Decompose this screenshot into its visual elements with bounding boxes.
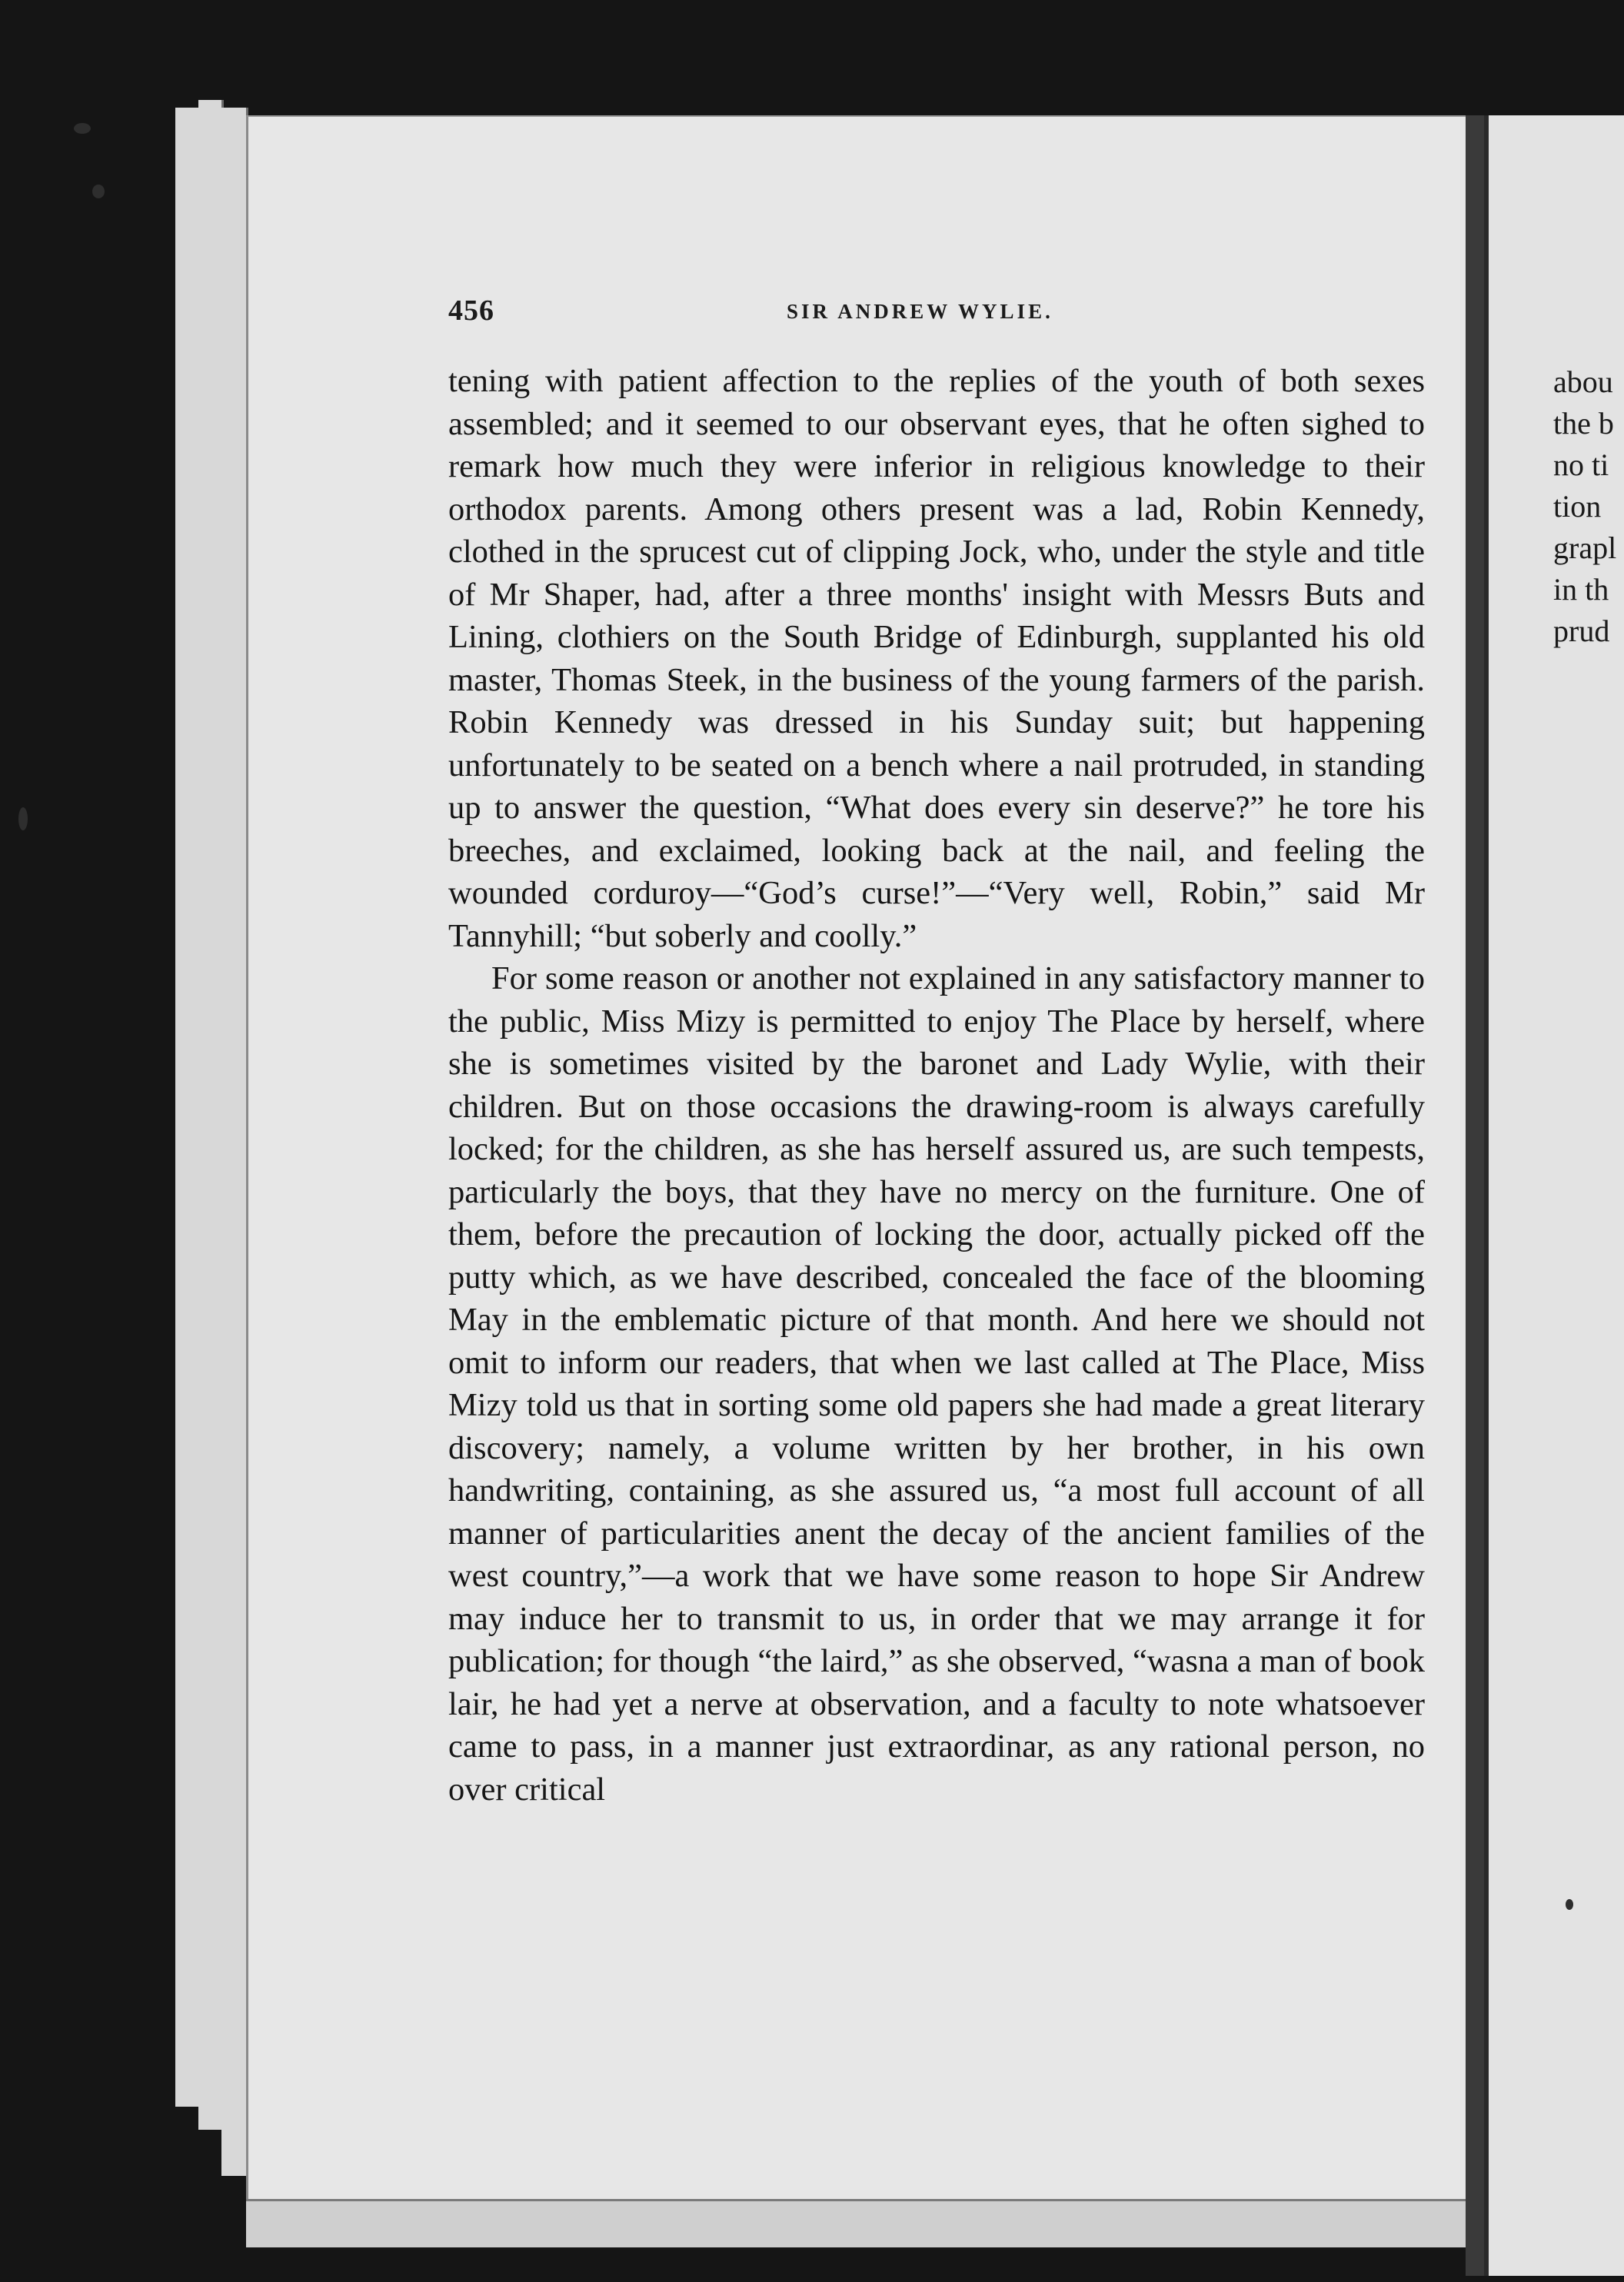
facing-line: abou xyxy=(1553,364,1613,399)
body-text xyxy=(448,360,1425,1811)
dust-speck xyxy=(1566,1899,1573,1910)
book-title-header: SIR ANDREW WYLIE. xyxy=(787,300,1053,323)
facing-page-text xyxy=(1553,361,1616,652)
left-page xyxy=(246,115,1479,2200)
facing-line: tion xyxy=(1553,489,1602,524)
paragraph-continued: tening with patient affection to the replies of the youth of both sexes assembled; and it seemed to our observant eyes, that he often sighed to remark how much they were inferior in religious knowledge to their orthodox parents. Among others present was a lad, Robin Kennedy, clothed in the sprucest cut of clipping Jock, who, under the style and title of Mr Shaper, had, after a three months' insight with Messrs Buts and Lining, clothiers on the South Bridge of Edinburgh, supplanted his old master, Thomas Steek, in the business of the young farmers of the parish. Robin Kennedy was dressed in his Sunday suit; but happening unfortunately to be seated on a bench where a nail protruded, in standing up to answer the question, “What does every sin deserve?” he tore his breeches, and exclaimed, looking back at the nail, and feeling the wounded corduroy—“God’s curse!”—“Very well, Robin,” said Mr Tannyhill; “but soberly and coolly.” xyxy=(448,363,1425,954)
facing-line: prud xyxy=(1553,614,1610,648)
paragraph: For some reason or another not explained in any satisfactory manner to the public, Miss Mizy is permitted to enjoy The Place by herself, where she is sometimes visited by the baronet and Lady Wylie, with their children. But on those occasions the drawing-room is always carefully locked; for the children, as she has herself assured us, are such tempests, particularly the boys, that they have no mercy on the furniture. One of them, before the precaution of locking the door, actually picked off the putty which, as we have described, concealed the face of the blooming May in the emblematic picture of that month. And here we should not omit to inform our readers, that when we last called at The Place, Miss Mizy told us that in sorting some old papers she had made a great literary discovery; namely, a volume written by her brother, in his own handwriting, containing, as she assured us, “a most full account of all manner of particularities anent the decay of the ancient families of the west country,”—a work that we have some reason to hope Sir Andrew may induce her to transmit to us, in order that we may arrange it for publication; for though “the laird,” as she observed, “wasna a man of book lair, he had yet a nerve at observation, and a faculty to note whatsoever came to pass, in a manner just extraordinar, as any rational person, no over critical xyxy=(448,960,1425,1808)
facing-line: no ti xyxy=(1553,447,1609,482)
stacked-page-edge xyxy=(175,108,201,2107)
stacked-page-edge xyxy=(198,100,224,2130)
running-head xyxy=(448,294,1425,343)
page-bottom-edge xyxy=(246,2199,1476,2247)
page-content xyxy=(448,294,1425,1811)
facing-line: the b xyxy=(1553,406,1614,441)
stacked-page-edge xyxy=(221,108,248,2176)
facing-line: grapl xyxy=(1553,531,1617,565)
dust-speck xyxy=(18,807,28,830)
dust-speck xyxy=(74,123,91,134)
facing-page xyxy=(1484,115,1624,2276)
facing-line: in th xyxy=(1553,572,1609,607)
dust-speck xyxy=(92,185,105,198)
book-gutter xyxy=(1466,115,1484,2276)
page-number: 456 xyxy=(448,294,494,327)
